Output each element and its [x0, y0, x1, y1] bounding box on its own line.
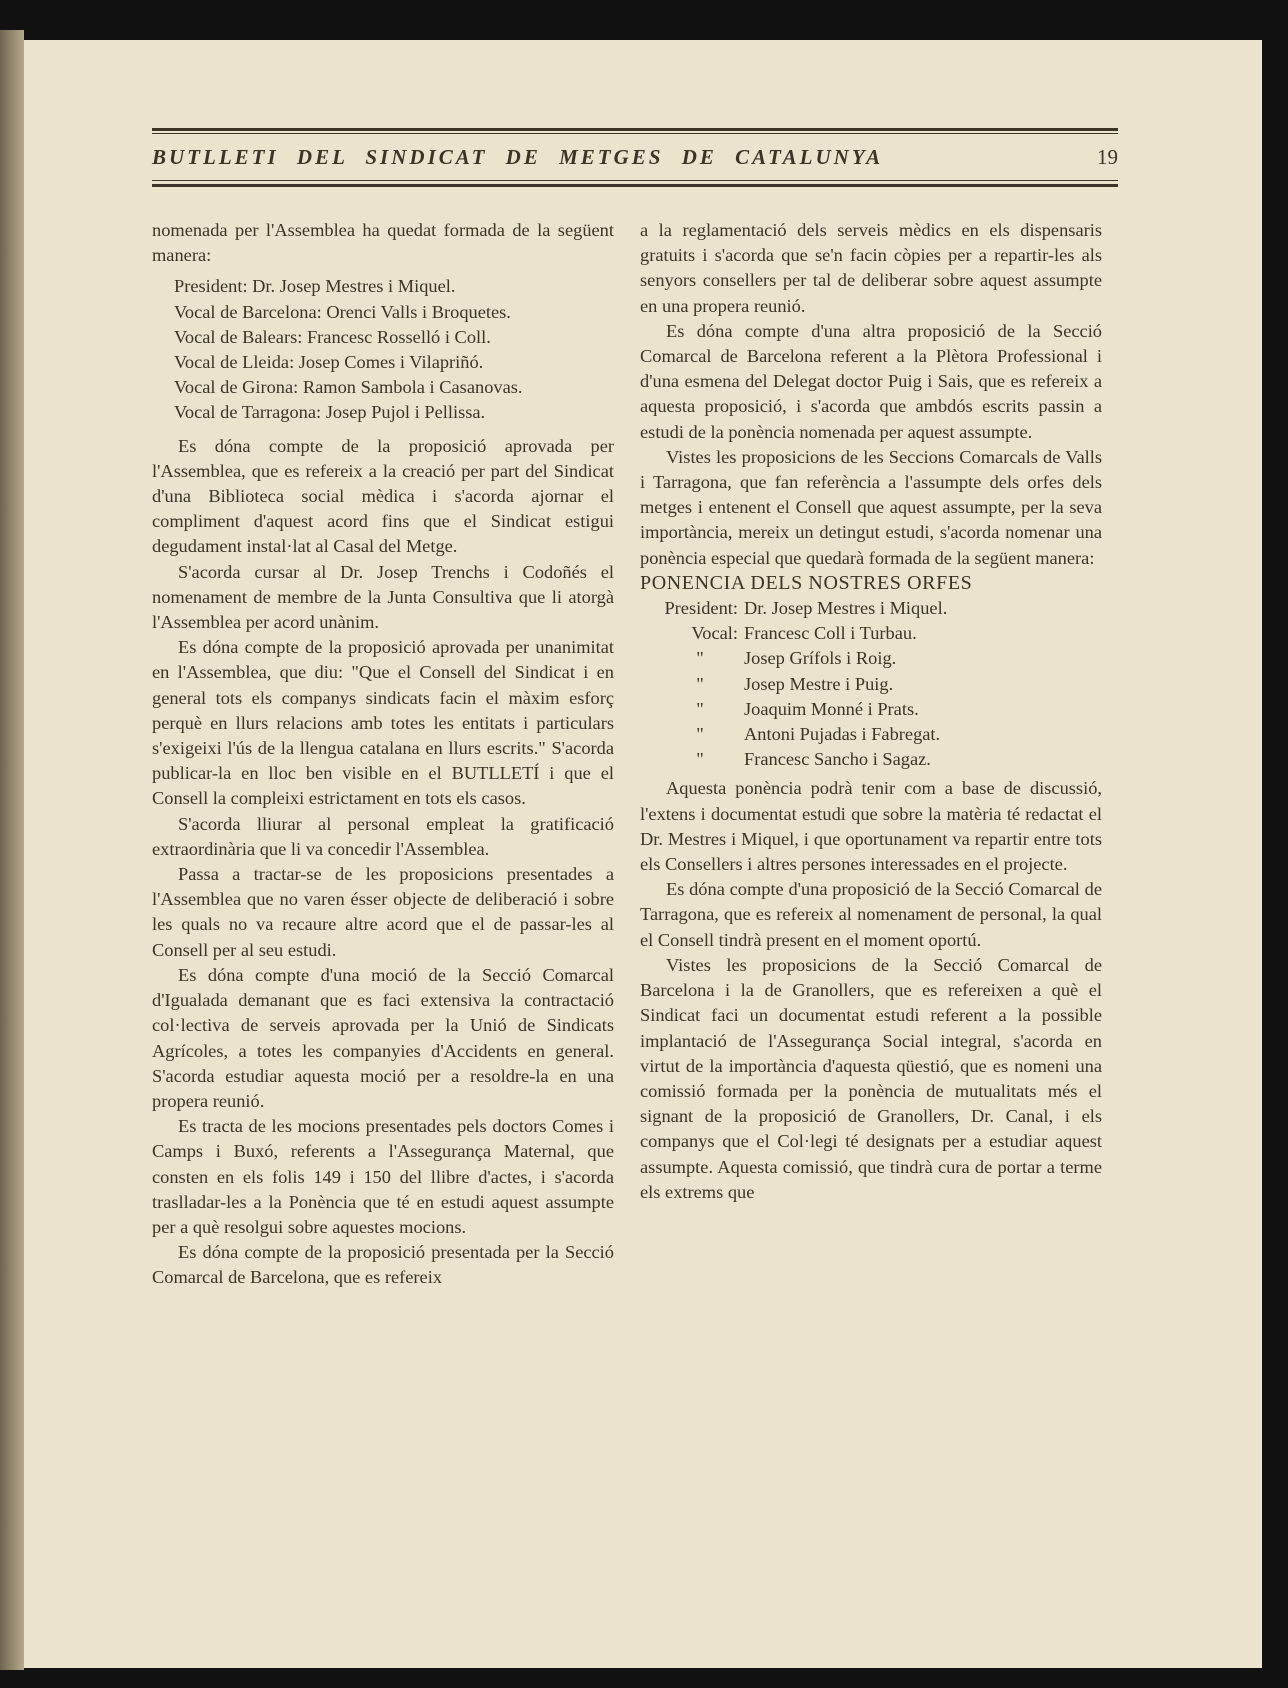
- paragraph: Passa a tractar-se de les proposicions presentades a l'Assemblea que no varen ésser objecte de deliberació i sobre les quals no va recaure altre acord que el de passar-les al Consell per al seu estudi.: [152, 864, 614, 960]
- ponencia-member: [662, 621, 1102, 646]
- paragraph: Es dóna compte d'una moció de la Secció Comarcal d'Igualada demanant que es faci extensiva la contractació col·lectiva de serveis aprovada per la Unió de Sindicats Agrícoles, a totes les companyies d'Accidents en general. S'acorda estudiar aquesta moció per a resoldre-la en una propera reunió.: [152, 964, 614, 1111]
- header-top-rule-thin: [152, 133, 1118, 134]
- member-role: ": [696, 698, 704, 719]
- header-bottom-rule: [152, 184, 1118, 187]
- council-member: Vocal de Balears: Francesc Rosselló i Coll.: [174, 326, 491, 347]
- paragraph: Vistes les proposicions de les Seccions Comarcals de Valls i Tarragona, que fan referència a l'assumpte dels orfes dels metges i entenent el Consell que aquest assumpte, per la seva importància, mereix un detingut estudi, s'acorda nomenar una ponència especial que quedarà formada de la següent manera:: [640, 446, 1102, 568]
- council-member: Vocal de Girona: Ramon Sambola i Casanovas.: [174, 377, 523, 398]
- council-member: President: Dr. Josep Mestres i Miquel.: [174, 276, 456, 297]
- journal-title: BUTLLETI DEL SINDICAT DE METGES DE CATALUNYA: [152, 144, 884, 169]
- ponencia-member: [662, 646, 1102, 671]
- ponencia-member: [662, 596, 1102, 621]
- header-bottom-rule-thin: [152, 180, 1118, 181]
- paragraph: Es dóna compte d'una altra proposició de la Secció Comarcal de Barcelona referent a la Plètora Professional i d'una esmena del Delegat doctor Puig i Sais, que es refereix a aquesta proposició, i s'acorda que ambdós escrits passin a estudi de la ponència nomenada per aquest assumpte.: [640, 320, 1102, 442]
- member-name: Antoni Pujadas i Fabregat.: [744, 724, 941, 745]
- document-page: [24, 40, 1262, 1668]
- ponencia-member: [662, 672, 1102, 697]
- member-role: President:: [664, 598, 738, 619]
- council-member: Vocal de Lleida: Josep Comes i Vilapriñó.: [174, 352, 484, 373]
- paragraph: Es tracta de les mocions presentades pels doctors Comes i Camps i Buxó, referents a l'Assegurança Maternal, que consten en els folis 149 i 150 del llibre d'actes, i s'acorda traslladar-les a la Ponència que té en estudi aquest assumpte per a què resolgui sobre aquestes mocions.: [152, 1116, 614, 1237]
- section-heading: PONENCIA DELS NOSTRES ORFES: [640, 571, 973, 594]
- paragraph: Es dóna compte de la proposició presentada per la Secció Comarcal de Barcelona, que es refereix: [152, 1242, 614, 1288]
- member-name: Joaquim Monné i Prats.: [744, 698, 919, 719]
- ponencia-member: [662, 697, 1102, 722]
- member-role: ": [696, 724, 704, 745]
- right-column: [640, 218, 1102, 1205]
- member-role: ": [696, 749, 704, 770]
- running-header: [152, 140, 1118, 174]
- member-role: ": [696, 673, 704, 694]
- ponencia-member: [662, 722, 1102, 747]
- left-column: [152, 218, 614, 1291]
- paragraph: nomenada per l'Assemblea ha quedat formada de la següent manera:: [152, 220, 614, 266]
- paragraph: S'acorda lliurar al personal empleat la gratificació extraordinària que li va concedir l'Assemblea.: [152, 813, 614, 859]
- paragraph: Aquesta ponència podrà tenir com a base de discussió, l'extens i documentat estudi que sobre la matèria té redactat el Dr. Mestres i Miquel, i que oportunament va repartir entre tots els Consellers i altres persones interessades en el projecte.: [640, 778, 1102, 875]
- member-name: Francesc Coll i Turbau.: [744, 623, 917, 644]
- member-name: Josep Grífols i Roig.: [744, 648, 897, 669]
- header-top-rule: [152, 128, 1118, 131]
- council-list: [152, 274, 614, 425]
- page-number: 19: [1097, 144, 1118, 169]
- paragraph: S'acorda cursar al Dr. Josep Trenchs i Codoñés el nomenament de membre de la Junta Consultiva que li atorgà l'Assemblea per acord unànim.: [152, 561, 614, 633]
- council-member: Vocal de Tarragona: Josep Pujol i Pellissa.: [174, 402, 486, 423]
- ponencia-member: [662, 747, 1102, 772]
- paragraph: Es dóna compte d'una proposició de la Secció Comarcal de Tarragona, que es refereix al nomenament de personal, la qual el Consell tindrà present en el moment oportú.: [640, 879, 1102, 950]
- paragraph: a la reglamentació dels serveis mèdics en els dispensaris gratuits i s'acorda que se'n facin còpies per a repartir-les als senyors consellers per tal de deliberar sobre aquest assumpte en una propera reunió.: [640, 220, 1102, 316]
- paragraph: Es dóna compte de la proposició aprovada per unanimitat en l'Assemblea, que diu: "Que el Consell del Sindicat i en general tots els companys sindicats facin el màxim esforç perquè en llurs relacions amb totes les entitats i particulars s'exigeixi l'ús de la llengua catalana en llurs escrits." S'acorda publicar-la en lloc ben visible en el BUTLLETÍ i que el Consell la compleixi estrictament en tots els casos.: [152, 637, 614, 809]
- member-name: Francesc Sancho i Sagaz.: [744, 749, 931, 770]
- paragraph: Es dóna compte de la proposició aprovada per l'Assemblea, que es refereix a la creació per part del Sindicat d'una Biblioteca social mèdica i s'acorda ajornar el compliment d'aquest acord fins que el Sindicat estigui degudament instal·lat al Casal del Metge.: [152, 435, 614, 557]
- council-member: Vocal de Barcelona: Orenci Valls i Broquetes.: [174, 301, 511, 322]
- member-role: ": [696, 648, 704, 669]
- member-name: Josep Mestre i Puig.: [744, 673, 894, 694]
- ponencia-members: [662, 596, 1102, 772]
- member-name: Dr. Josep Mestres i Miquel.: [744, 598, 948, 619]
- paragraph: Vistes les proposicions de la Secció Comarcal de Barcelona i la de Granollers, que es refereixen a què el Sindicat faci un documentat estudi referent a la possible implantació de l'Assegurança Social integral, s'acorda en virtut de la importància d'aquesta qüestió, que es nomeni una comissió formada per la ponència de mutualitats més el signant de la proposició de Granollers, Dr. Canal, i els companys que el Col·legi té designats per a estudiar aquest assumpte. Aquesta comissió, que tindrà cura de portar a terme els extrems que: [640, 954, 1102, 1202]
- member-role: Vocal:: [691, 623, 738, 644]
- adjacent-page-edge: [0, 30, 24, 1670]
